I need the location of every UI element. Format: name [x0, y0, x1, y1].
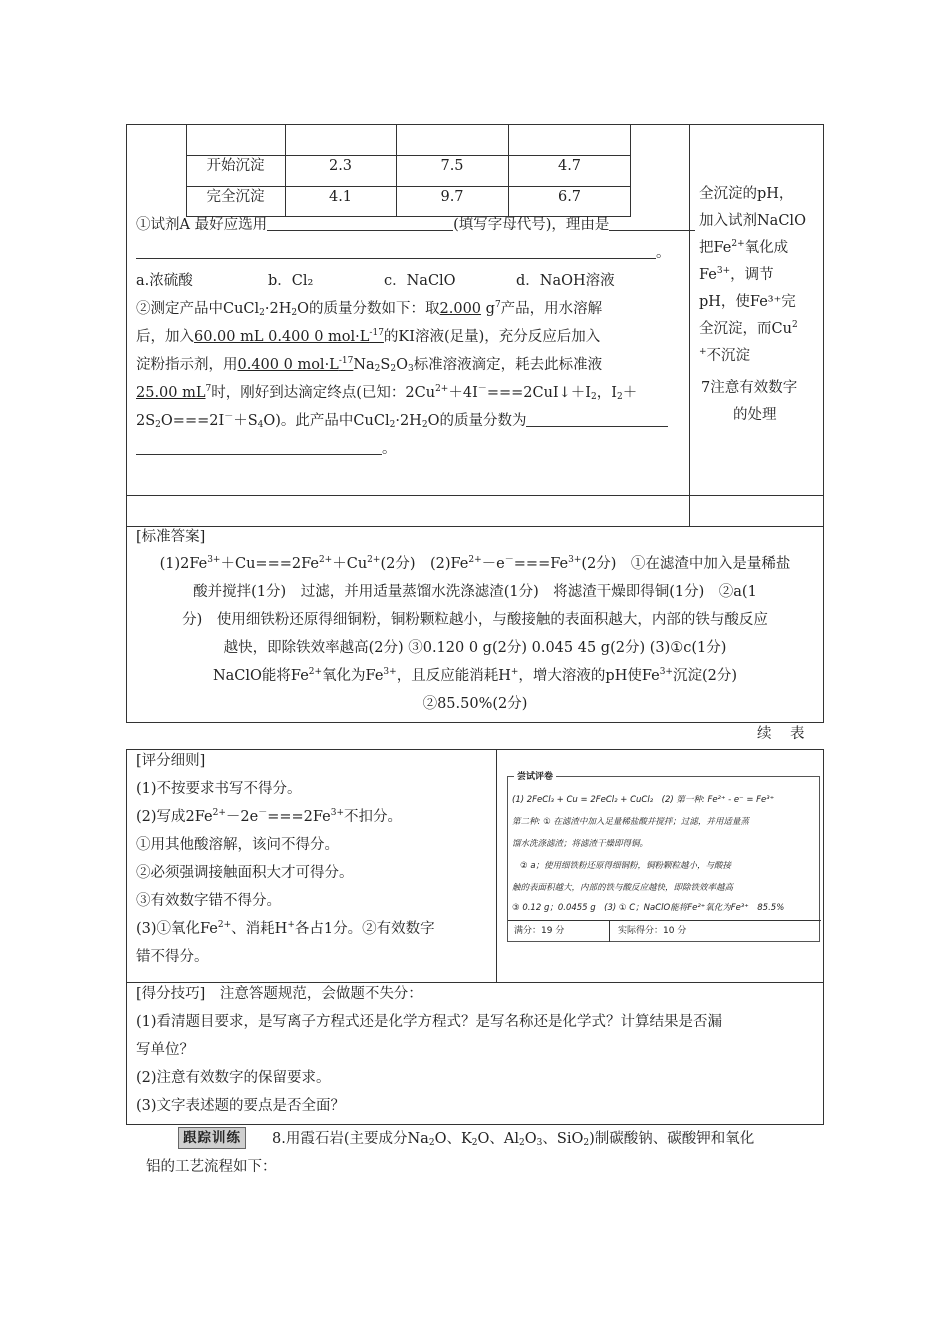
tips-item: (3)文字表述题的要点是否全面？	[136, 1098, 346, 1114]
rubric-heading: [评分细则]	[136, 753, 206, 769]
rubric-item: ①用其他酸溶解，该问不得分。	[136, 837, 339, 853]
handwriting-line: 触的表面积越大，内部的铁与酸反应越快，即除铁效率越高	[512, 883, 734, 893]
training-question: 铝的工艺流程如下：	[146, 1159, 277, 1175]
option-c: c．NaClO	[384, 273, 456, 289]
ph-cell: 2.3	[328, 158, 353, 174]
scan-header: 尝试评卷	[514, 769, 556, 782]
full-score: 满分：19 分	[514, 926, 565, 936]
question-line: 淀粉指示剂，用0.400 0 $mol\cdot L^{-17}Na_2S_2O_3$标准溶液滴定，耗去此标准液	[136, 356, 603, 374]
side-note-line: pH，使Fe³⁺完	[699, 294, 796, 310]
side-note-line: +不沉淀	[699, 347, 751, 364]
ph-cell: 6.7	[557, 189, 582, 205]
question-line: ①试剂A 最好应选用 (填写字母代号)，理由是	[136, 215, 695, 235]
handwriting-line: (1) 2FeCl₃ + Cu = 2FeCl₂ + CuCl₂ (2) 第一种: Fe²⁺ - e⁻ = Fe³⁺	[512, 795, 775, 805]
side-note-line: 的处理	[733, 407, 777, 423]
training-question: 8.用霞石岩(主要成分$Na_2O$、$K_2O$、$Al_2O_3$、SiO$_2$)制碳酸钠、碳酸钾和氧化	[272, 1131, 755, 1148]
continue-label: 续 表	[757, 726, 807, 742]
option-d: d．NaOH溶液	[516, 273, 615, 289]
handwriting-line: 第二种: ① 在滤渣中加入足量稀盐酸并搅拌；过滤，并用适量蒸	[512, 817, 749, 827]
answer-line: $(1)2Fe^{3+}+Cu===2Fe^{2+}+Cu^{2+}(2$分) $(2)Fe^{2+}-e^-===Fe^{3+}(2$分) ①在滤渣中加入是量稀盐	[159, 555, 791, 572]
rubric-item: ②必须强调接触面积大才可得分。	[136, 865, 354, 881]
handwriting-line: 馏水洗涤滤渣；将滤渣干燥即得铜。	[512, 839, 649, 849]
question-line: ②测定产品中$CuCl_2\cdot 2H_2O$的质量分数如下：取2.000 $g^7$产品，用水溶解	[136, 300, 603, 318]
rubric-item: (3)①氧化$Fe^{2+}$、消耗H+各占1分。②有效数字	[136, 920, 435, 937]
actual-score: 实际得分：10 分	[618, 926, 687, 936]
handwriting-line: ③ 0.12 g；0.0455 g (3) ① C；NaClO能将Fe²⁺氧化为Fe³⁺ 85.5%	[512, 903, 785, 913]
side-note-line: 把$Fe^{2+}$氧化成	[699, 239, 789, 256]
ph-cell: 9.7	[440, 189, 464, 205]
answer-heading: [标准答案]	[136, 529, 206, 545]
question-line: 25.00 $mL^7$时，刚好到达滴定终点(已知：$2Cu^{2+}+4I^-===2CuI↓+I_2$，$I_2+$	[136, 384, 638, 402]
side-note-line: $Fe^{3+}$，调节	[699, 266, 774, 283]
tips-item: (1)看清题目要求，是写离子方程式还是化学方程式？是写名称还是化学式？计算结果是否漏	[136, 1014, 723, 1030]
option-a: a.浓硫酸	[136, 273, 193, 289]
answer-line: 分) 使用细铁粉还原得细铜粉，铜粉颗粒越小，与酸接触的表面积越大，内部的铁与酸反应	[182, 612, 768, 628]
side-note-line: 全沉淀，而Cu$^2$	[699, 320, 798, 337]
option-b: b．Cl₂	[268, 273, 314, 289]
tips-item: 写单位？	[136, 1042, 194, 1058]
side-note-line: 加入试剂NaClO	[699, 213, 806, 229]
answer-line: 越快，即除铁效率越高(2分) ③0.120 0 g(2分) 0.045 45 g(2分) (3)①c(1分)	[223, 640, 727, 656]
question-line: 。	[136, 243, 671, 263]
answer-line: ②85.50%(2分)	[422, 696, 528, 712]
ph-cell: 4.7	[557, 158, 582, 174]
side-note-line: 7注意有效数字	[701, 380, 798, 396]
side-note-line: 全沉淀的pH，	[699, 186, 794, 202]
handwriting-line: ② a；使用细铁粉还原得细铜粉，铜粉颗粒越小，与酸接	[520, 861, 732, 871]
rubric-item: (1)不按要求书写不得分。	[136, 781, 302, 797]
question-line: $2S_2O===2I^-+S_4O$)。此产品中$CuCl_2\cdot 2H_2O$的质量分数为	[136, 411, 668, 431]
rubric-item: 错不得分。	[136, 949, 209, 965]
tips-item: (2)注意有效数字的保留要求。	[136, 1070, 331, 1086]
ph-cell: 4.1	[328, 189, 353, 205]
rubric-item: ③有效数字错不得分。	[136, 893, 281, 909]
training-tag: 跟踪训练	[178, 1127, 246, 1149]
ph-cell: 7.5	[440, 158, 464, 174]
ph-row-label: 开始沉淀	[206, 158, 265, 174]
ph-row-label: 完全沉淀	[206, 189, 265, 205]
tips-heading: [得分技巧] 注意答题规范，会做题不失分：	[136, 986, 423, 1002]
rubric-item: (2)写成$2Fe^{2+}-2e^-===2Fe^{3+}$不扣分。	[136, 808, 403, 825]
answer-line: 酸并搅拌(1分) 过滤，并用适量蒸馏水洗涤滤渣(1分) 将滤渣干燥即得铜(1分) ②a(1	[193, 584, 757, 600]
answer-line: NaClO能将$Fe^{2+}$氧化为$Fe^{3+}$，且反应能消耗H+，增大溶液的pH使$Fe^{3+}$沉淀(2分)	[212, 667, 738, 684]
question-line: 。	[136, 439, 397, 459]
question-line: 后，加入60.00 mL 0.400 0 $mol\cdot L^{-17}$的KI溶液(足量)，充分反应后加入	[136, 328, 601, 345]
